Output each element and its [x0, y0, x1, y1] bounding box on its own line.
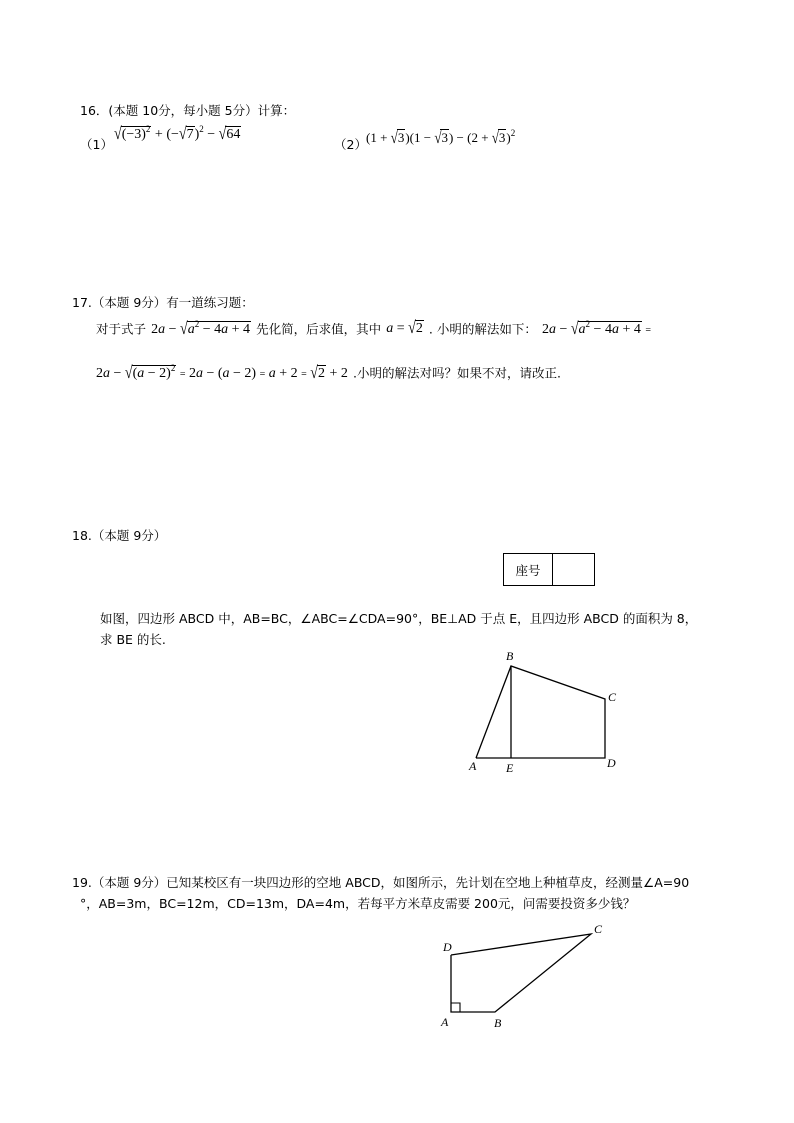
q19-label-c: C	[594, 922, 603, 936]
q17-expression: $2a - √a^2 - 4a + 4$	[151, 319, 251, 339]
q17-line1-text-b: 先化简，后求值，其中	[256, 321, 382, 337]
q18-line1: 如图，四边形 ABCD 中，AB=BC，∠ABC=∠CDA=90°，BE⊥AD 于点 E，且四边形 ABCD 的面积为 8，	[100, 611, 698, 626]
q19-line2: °，AB=3m，BC=12m，CD=13m，DA=4m，若每平方米草皮需要 200元，问需要投资多少钱？	[80, 896, 636, 911]
q19-quadrilateral-figure	[435, 920, 615, 1032]
q18-label-c: C	[608, 690, 617, 704]
q19-label-a: A	[441, 1015, 449, 1029]
q18-quadrilateral-figure	[460, 645, 625, 775]
q17-line2-text: .小明的解法对吗？如果不对，请改正.	[352, 365, 561, 381]
seat-number-box	[503, 553, 595, 586]
q17-line1-text-a: 对于式子	[96, 321, 147, 337]
q17-heading: 17.（本题 9分）有一道练习题：	[72, 295, 254, 310]
q17-line1-text-c: . 小明的解法如下：	[428, 321, 537, 337]
q19-line1: 19.（本题 9分）已知某校区有一块四边形的空地 ABCD，如图所示，先计划在空地上种植草皮，经测量∠A=90	[72, 875, 690, 890]
q18-line2: 求 BE 的长.	[100, 632, 166, 647]
q16-part1-formula: $√(-3)^2 + (-√7)^2 - √64$	[114, 124, 241, 144]
q17-line1	[96, 318, 651, 342]
q19-label-d: D	[443, 940, 452, 954]
q18-label-e: E	[506, 761, 514, 775]
q17-expression-repeat: $2a - √a^2 - 4a + 4$ =	[541, 319, 651, 339]
q18-label-d: D	[607, 756, 616, 770]
q18-label-b: B	[506, 649, 514, 663]
q17-solution-steps: $2a - √(a - 2)^2 = 2a - (a - 2) = a + 2 = √2 + 2$	[96, 363, 348, 383]
q17-line2	[96, 362, 561, 386]
seat-label: 座号	[504, 554, 553, 585]
q16-heading: 16．(本题 10分，每小题 5分）计算：	[80, 103, 296, 118]
seat-number-field[interactable]	[553, 554, 594, 585]
q16-part2-label: （2）	[334, 137, 367, 152]
q16-part1-label: （1）	[80, 137, 113, 152]
q19-label-b: B	[494, 1016, 502, 1030]
q18-label-a: A	[469, 759, 477, 773]
q16-part2-formula: $(1 + √3)(1 - √3) - (2 + √3)^2$	[366, 128, 516, 147]
q17-a-value: a = √2	[386, 318, 423, 338]
q18-heading: 18.（本题 9分）	[72, 528, 167, 543]
